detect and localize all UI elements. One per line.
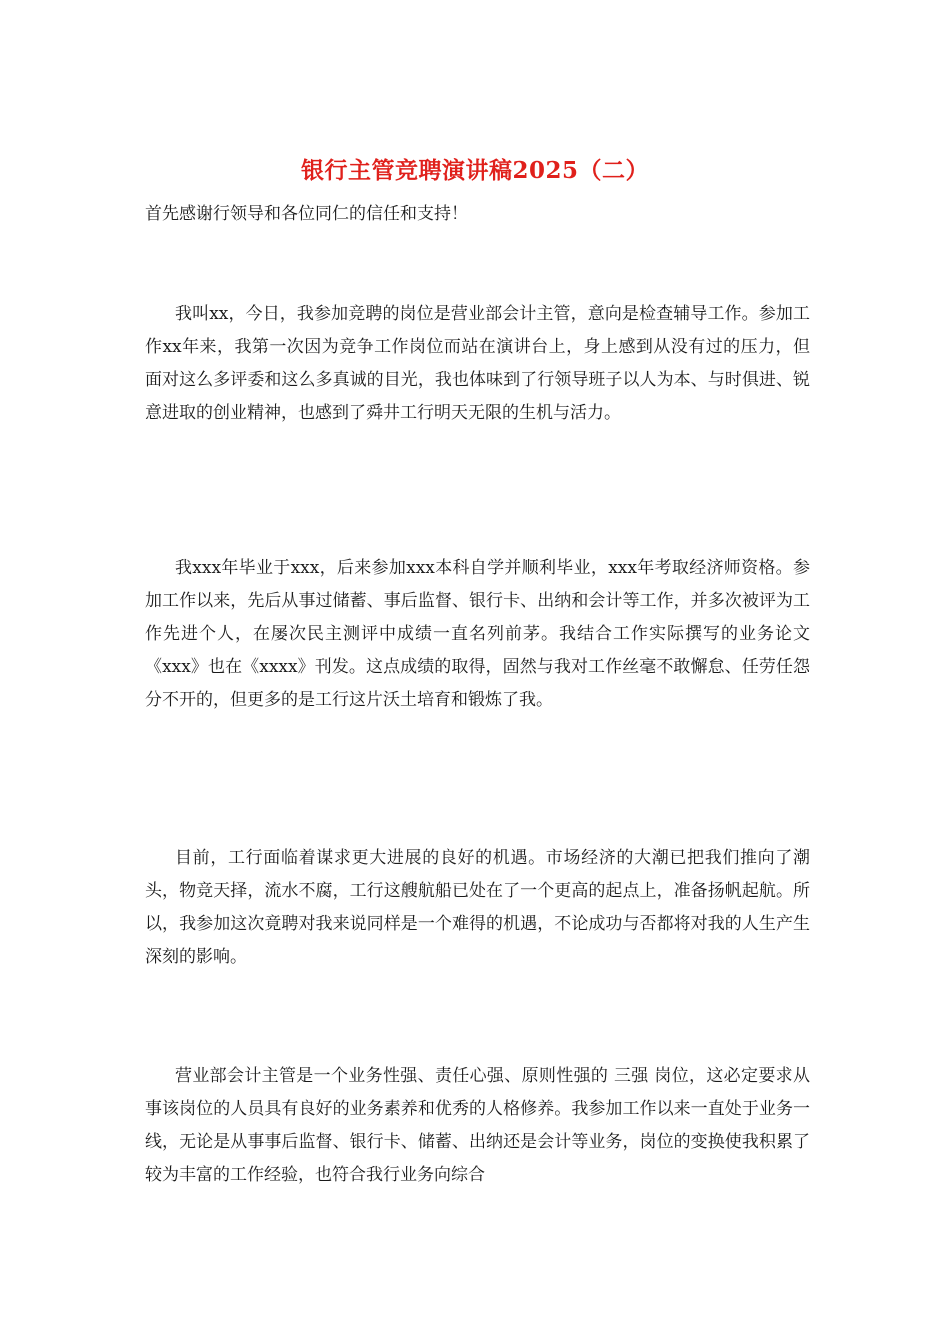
paragraph-3: 目前，工行面临着谋求更大进展的良好的机遇。市场经济的大潮已把我们推向了潮头，物竞天择，流水不腐，工行这艘航船已处在了一个更高的起点上，准备扬帆起航。所以，我参加这次竟聘对我来说同样是一个难得的机遇，不论成功与否都将对我的人生产生深刻的影响。 [145,848,810,967]
paragraph-1: 我叫xx，今日，我参加竞聘的岗位是营业部会计主管，意向是检查辅导工作。参加工作xx年来，我第一次因为竞争工作岗位而站在演讲台上，身上感到从没有过的压力，但面对这么多评委和这么多真诚的目光，我也体味到了行领导班子以人为本、与时俱进、锐意进取的创业精神，也感到了舜井工行明天无限的生机与活力。 [145,304,810,423]
intro-line: 首先感谢行领导和各位同仁的信任和支持！ [145,204,468,224]
document-title: 银行主管竞聘演讲稿2025（二） [300,157,649,184]
paragraph-2: 我xxx年毕业于xxx，后来参加xxx本科自学并顺利毕业，xxx年考取经济师资格。参加工作以来，先后从事过储蓄、事后监督、银行卡、出纳和会计等工作，并多次被评为工作先进个人，在屡次民主测评中成绩一直名列前茅。我结合工作实际撰写的业务论文《xxx》也在《xxxx》刊发。这点成绩的取得，固然与我对工作丝毫不敢懈怠、任劳任怨分不开的，但更多的是工行这片沃土培育和锻炼了我。 [145,558,810,710]
paragraph-4: 营业部会计主管是一个业务性强、责任心强、原则性强的 三强 岗位，这必定要求从事该岗位的人员具有良好的业务素养和优秀的人格修养。我参加工作以来一直处于业务一线，无论是从事事后监督、银行卡、储蓄、出纳还是会计等业务，岗位的变换使我积累了较为丰富的工作经验，也符合我行业务向综合 [145,1066,810,1185]
